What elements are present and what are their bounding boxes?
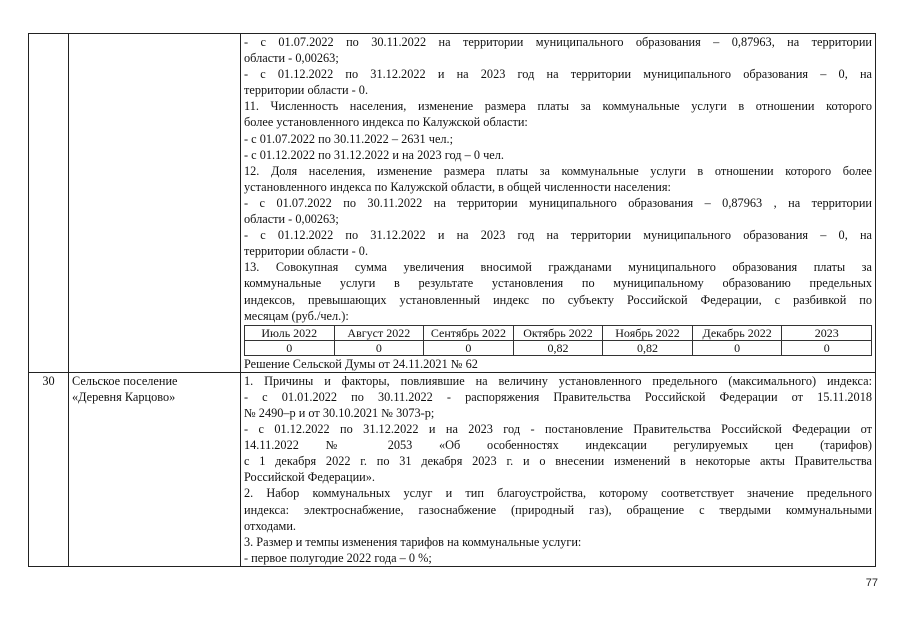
text-line: месяцам (руб./чел.):: [244, 308, 349, 323]
text-line: - с 01.01.2022 по 30.11.2022 - распоряжения Правительства Российской Федерации от 15.11.2018: [244, 389, 872, 404]
row-number-cell: 30: [29, 372, 69, 566]
table-row: [29, 372, 876, 566]
municipality-name-cell: [69, 34, 241, 373]
month-value: 0: [424, 340, 514, 355]
page-number: 77: [865, 577, 878, 589]
month-value: 0,82: [603, 340, 693, 355]
text-line: индекса: электроснабжение, газоснабжение (природный газ), обращение с твердыми коммунальными: [244, 502, 872, 517]
details-cell: [241, 34, 876, 373]
text-line: 11. Численность населения, изменение размера платы за коммунальные услуги в отношении которого: [244, 99, 872, 114]
month-value: 0: [334, 340, 424, 355]
text-line: 3. Размер и темпы изменения тарифов на коммунальные услуги:: [244, 534, 582, 549]
text-line: территории области - 0.: [244, 244, 369, 259]
text-line: - с 01.12.2022 по 31.12.2022 и на 2023 год - постановление Правительства Российской Федерации от: [244, 422, 872, 437]
text-line: коммунальные услуги в результате установления по муниципальному образованию предельных: [244, 276, 872, 291]
text-line: № 2490–р и от 30.10.2021 № 3073-р;: [244, 405, 435, 420]
monthly-increase-table: [244, 325, 872, 356]
decision-reference: Решение Сельской Думы от 24.11.2021 № 62: [244, 356, 478, 371]
text-line: - с 01.07.2022 по 30.11.2022 на территории муниципального образования – 0,87963, на территории: [244, 35, 872, 49]
text-line: территории области - 0.: [244, 83, 369, 98]
municipality-name-cell: [69, 372, 241, 566]
text-line: Российской Федерации».: [244, 470, 375, 485]
month-value: 0,82: [513, 340, 603, 355]
month-header-row: [245, 325, 872, 340]
text-line: 12. Доля населения, изменение размера платы за коммунальные услуги в отношении которого более: [244, 163, 872, 178]
text-line: области - 0,00263;: [244, 51, 339, 66]
text-line: 1. Причины и факторы, повлиявшие на величину установленного предельного (максимального) индекса:: [244, 373, 872, 388]
row-number-cell: [29, 34, 69, 373]
month-value: 0: [245, 340, 335, 355]
text-line: отходами.: [244, 518, 296, 533]
table-row: [29, 34, 876, 373]
details-cell: [241, 372, 876, 566]
month-value: 0: [692, 340, 782, 355]
month-header: Сентябрь 2022: [424, 325, 514, 340]
month-value: 0: [782, 340, 872, 355]
text-line: - первое полугодие 2022 года – 0 %;: [244, 550, 432, 565]
text-line: 13. Совокупная сумма увеличения вносимой гражданами муниципального образования платы за: [244, 260, 872, 275]
text-line: - с 01.12.2022 по 31.12.2022 и на 2023 год – 0 чел.: [244, 147, 504, 162]
text-line: 14.11.2022 № 2053 «Об особенностях индексации регулируемых цен (тарифов): [244, 438, 872, 453]
text-line: - с 01.07.2022 по 30.11.2022 – 2631 чел.;: [244, 131, 454, 146]
month-header: 2023: [782, 325, 872, 340]
text-line: - с 01.07.2022 по 30.11.2022 на территории муниципального образования – 0,87963 , на территории: [244, 195, 872, 210]
text-line: с 1 декабря 2022 г. по 31 декабря 2023 г. и о внесении изменений в некоторые акты Правительства: [244, 454, 872, 469]
month-header: Июль 2022: [245, 325, 335, 340]
text-line: - с 01.12.2022 по 31.12.2022 и на 2023 год на территории муниципального образования – 0, на: [244, 228, 872, 243]
text-line: более установленного индекса по Калужской области:: [244, 115, 528, 130]
text-line: индексов, превышающих установленный индекс по субъекту Российской Федерации, с разбивкой по: [244, 292, 872, 307]
month-header: Октябрь 2022: [513, 325, 603, 340]
municipality-name-line: «Деревня Карцово»: [72, 389, 176, 404]
municipality-name-line: Сельское поселение: [72, 373, 178, 388]
document-table: [28, 33, 876, 567]
text-line: - с 01.12.2022 по 31.12.2022 и на 2023 год на территории муниципального образования – 0, на: [244, 67, 872, 82]
text-line: области - 0,00263;: [244, 212, 339, 227]
month-header: Декабрь 2022: [692, 325, 782, 340]
text-line: установленного индекса по Калужской области, в общей численности населения:: [244, 179, 671, 194]
month-header: Ноябрь 2022: [603, 325, 693, 340]
month-value-row: [245, 340, 872, 355]
text-line: 2. Набор коммунальных услуг и тип благоустройства, которому соответствует значение предельного: [244, 486, 872, 501]
month-header: Август 2022: [334, 325, 424, 340]
